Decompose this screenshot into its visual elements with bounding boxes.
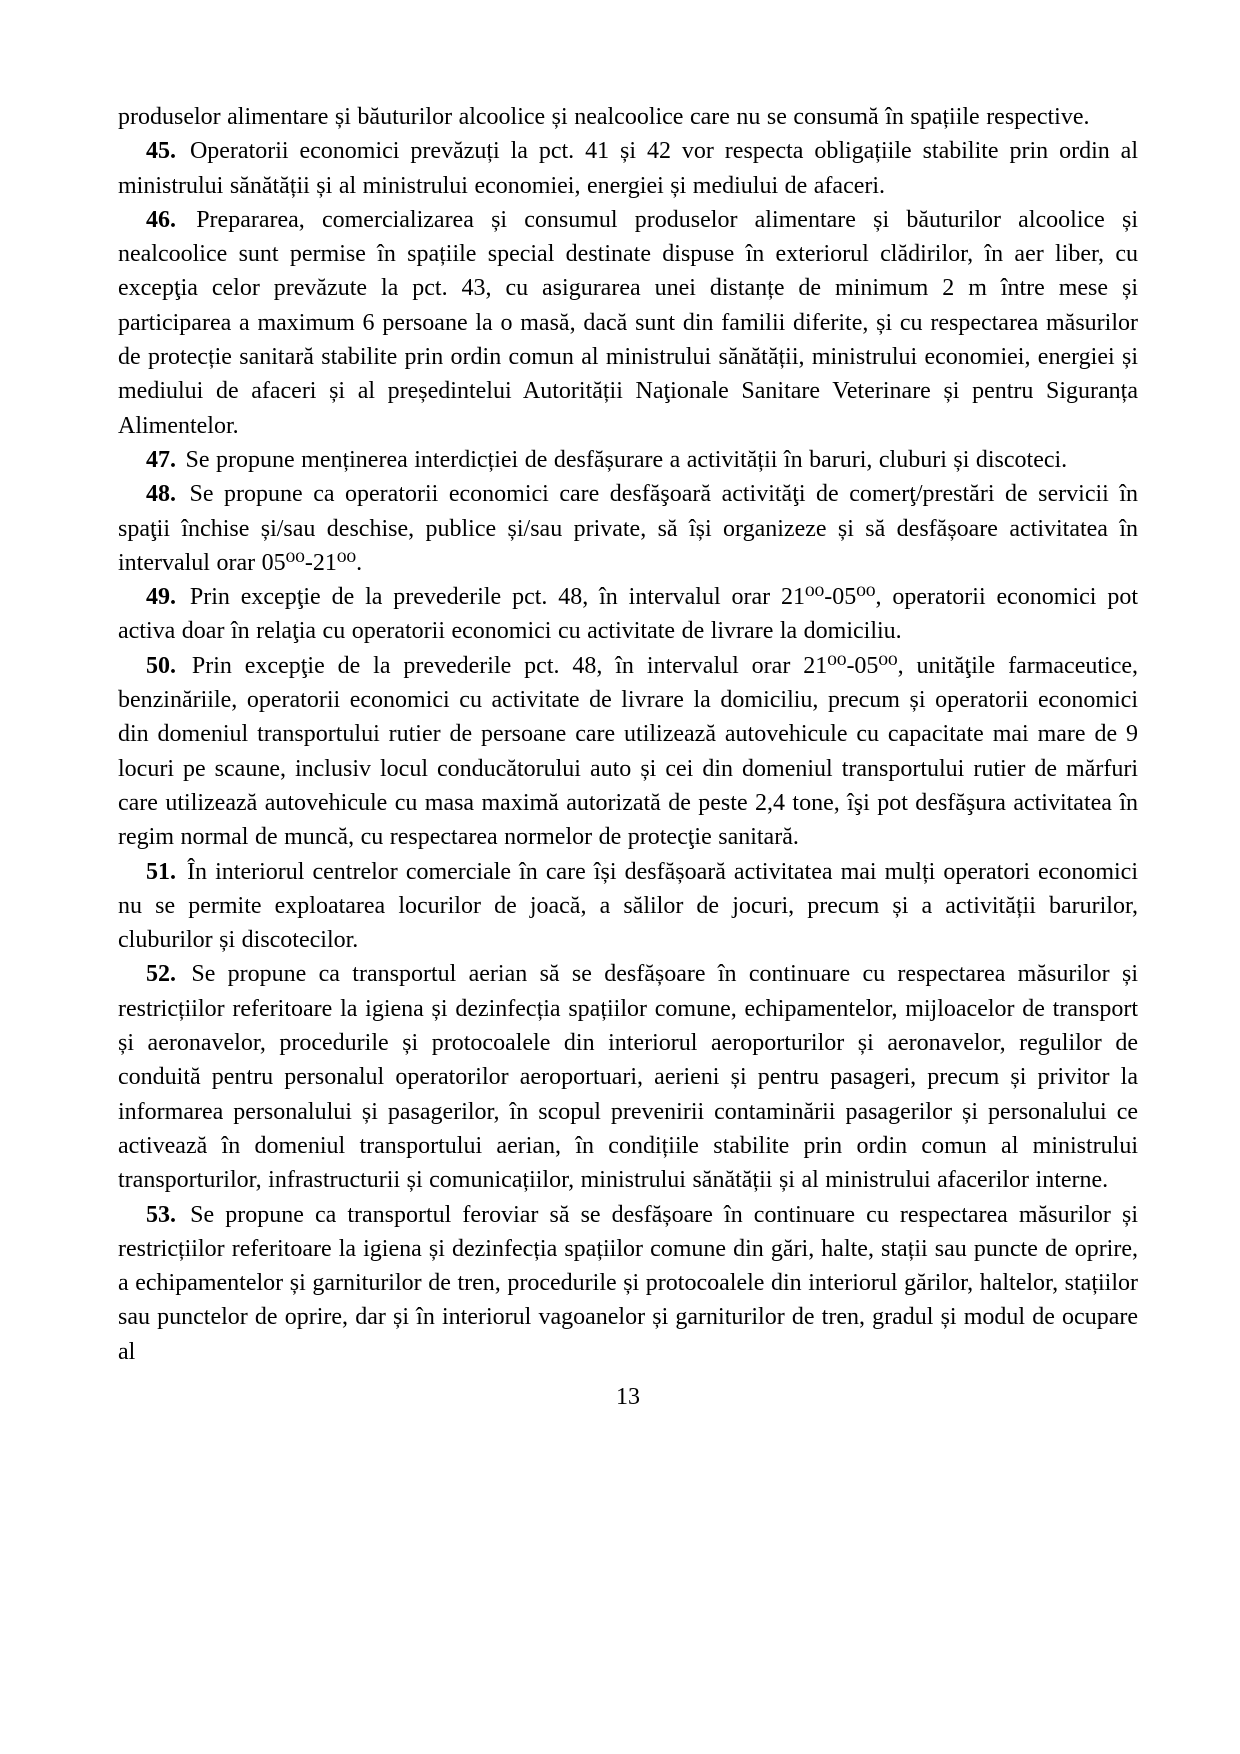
page-number: 13 (616, 1383, 640, 1410)
paragraph (118, 855, 1138, 958)
paragraph (118, 649, 1138, 855)
paragraph-text: produselor alimentare și băuturilor alcoolice și nealcoolice care nu se consumă în spațiile respective. (118, 104, 1090, 130)
paragraph-text: Se propune ca transportul feroviar să se desfășoare în continuare cu respectarea măsurilor și restricțiilor referitoare la igiena și dezinfecția spațiilor comune din gări, halte, stații sau puncte de oprire, a echipamentelor și garniturilor de tren, procedurile și protocoalele din interiorul gărilor, haltelor, stațiilor sau punctelor de oprire, dar și în interiorul vagoanelor și garniturilor de tren, gradul și modul de ocupare al (118, 1201, 1139, 1365)
paragraph-number: 52. (146, 961, 176, 988)
paragraph-text: Se propune ca transportul aerian să se desfășoare în continuare cu respectarea măsurilor și restricțiilor referitoare la igiena și dezinfecția spațiilor comune, echipamentelor, mijloacelor de transport și aeronavelor, procedurile și protocoalele din interiorul aeroporturilor și aeronavelor, regulilor de conduită pentru personalul operatorilor aeroportuari, aerieni și pentru pasageri, precum și privitor la informarea personalului și pasagerilor, în scopul prevenirii contaminării pasagerilor și personalului ce activează în domeniul transportului aerian, în condițiile stabilite prin ordin comun al ministrului transporturilor, infrastructurii și comunicațiilor, ministrului sănătății și al ministrului afacerilor interne. (118, 961, 1139, 1194)
document-body (118, 100, 1138, 1414)
paragraph-number: 53. (146, 1201, 176, 1228)
paragraph-number: 47. (146, 446, 176, 473)
paragraph (118, 1198, 1138, 1369)
paragraph (118, 100, 1138, 134)
paragraph-number: 48. (146, 481, 176, 508)
paragraph (118, 477, 1138, 580)
paragraph-number: 50. (146, 652, 176, 679)
paragraph-text: Prin excepţie de la prevederile pct. 48, în intervalul orar 21⁰⁰-05⁰⁰, unităţile farmaceutice, benzinăriile, operatorii economici cu activitate de livrare la domiciliu, precum și operatorii economici din domeniul transportului rutier de persoane care utilizează autovehicule cu capacitate mai mare de 9 locuri pe scaune, inclusiv locul conducătorului auto și cei din domeniul transportului rutier de mărfuri care utilizează autovehicule cu masa maximă autorizată de peste 2,4 tone, îşi pot desfăşura activitatea în regim normal de muncă, cu respectarea normelor de protecţie sanitară. (118, 652, 1138, 851)
paragraph (118, 203, 1138, 443)
paragraph-text: În interiorul centrelor comerciale în care își desfășoară activitatea mai mulți operatori economici nu se permite exploatarea locurilor de joacă, a sălilor de jocuri, precum și a activității barurilor, cluburilor și discotecilor. (118, 858, 1139, 954)
paragraph-text: Se propune menținerea interdicției de desfășurare a activității în baruri, cluburi și discoteci. (185, 446, 1068, 473)
paragraph (118, 957, 1138, 1197)
paragraph-number: 45. (146, 138, 176, 165)
paragraph (118, 134, 1138, 203)
paragraph-list (118, 100, 1138, 1369)
paragraph-text: Se propune ca operatorii economici care desfăşoară activităţi de comerţ/prestări de servicii în spaţii închise și/sau deschise, publice și/sau private, să își organizeze și să desfășoare activitatea în intervalul orar 05⁰⁰-21⁰⁰. (118, 481, 1139, 576)
paragraph-number: 51. (146, 858, 176, 885)
paragraph-text: Operatorii economici prevăzuți la pct. 41 și 42 vor respecta obligațiile stabilite prin ordin al ministrului sănătății și al ministrului economiei, energiei și mediului de afaceri. (118, 138, 1139, 199)
paragraph-text: Prin excepţie de la prevederile pct. 48, în intervalul orar 21⁰⁰-05⁰⁰, operatorii economici pot activa doar în relaţia cu operatorii economici cu activitate de livrare la domiciliu. (118, 584, 1138, 645)
paragraph-text: Prepararea, comercializarea și consumul produselor alimentare și băuturilor alcoolice și nealcoolice sunt permise în spațiile special destinate dispuse în exteriorul clădirilor, în aer liber, cu excepţia celor prevăzute la pct. 43, cu asigurarea unei distanțe de minimum 2 m între mese și participarea a maximum 6 persoane la o masă, dacă sunt din familii diferite, și cu respectarea măsurilor de protecție sanitară stabilite prin ordin comun al ministrului sănătății, ministrului economiei, energiei și mediului de afaceri și al președintelui Autorității Naţionale Sanitare Veterinare și pentru Siguranța Alimentelor. (118, 206, 1139, 439)
paragraph-number: 49. (146, 584, 176, 611)
paragraph (118, 443, 1138, 477)
paragraph (118, 580, 1138, 649)
paragraph-number: 46. (146, 206, 176, 233)
